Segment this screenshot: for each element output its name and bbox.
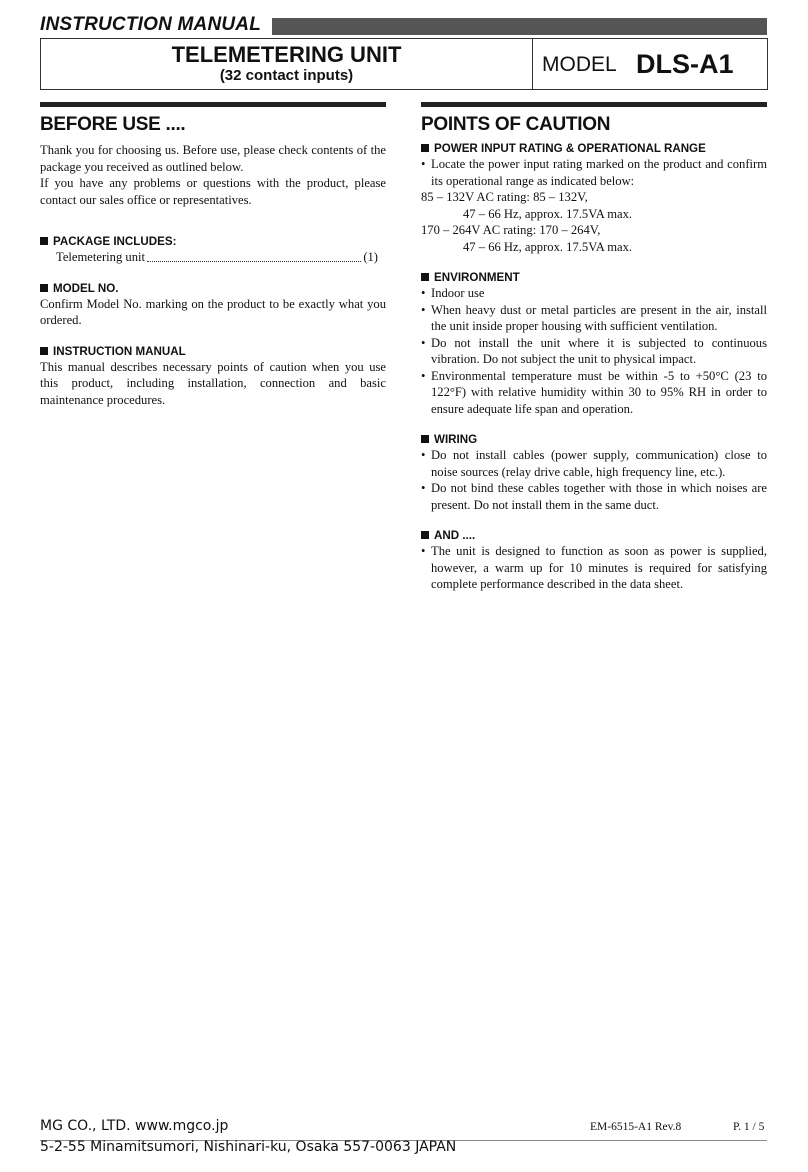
title-box <box>40 38 768 90</box>
section-title-caution: POINTS OF CAUTION <box>421 114 611 135</box>
instruction-manual-heading: INSTRUCTION MANUAL <box>40 345 386 358</box>
square-bullet-icon <box>421 531 429 539</box>
dot-leader <box>147 249 361 262</box>
header-label: INSTRUCTION MANUAL <box>40 14 262 35</box>
intro-text: Thank you for choosing us. Before use, please check contents of the package you received as outlined below. <box>40 143 386 174</box>
wiring-heading: WIRING <box>421 433 767 446</box>
list-item: • Indoor use <box>421 286 485 300</box>
section-rule <box>40 102 386 107</box>
document-subtitle: (32 contact inputs) <box>219 67 354 84</box>
list-item: • Do not bind these cables together with those in which noises are present. Do not install them in the same duct. <box>421 481 767 512</box>
rating-line: 85 – 132V AC rating: 85 – 132V, <box>421 190 588 204</box>
header-bar <box>272 18 767 35</box>
model-no-heading: MODEL NO. <box>40 282 386 295</box>
model-value: DLS-A1 <box>636 49 734 79</box>
title-divider <box>532 39 533 89</box>
intro-text-2: If you have any problems or questions with the product, please contact our sales office or representatives. <box>40 176 386 207</box>
square-bullet-icon <box>40 237 48 245</box>
footer-doc-number: EM-6515-A1 Rev.8 <box>590 1121 682 1133</box>
right-column <box>421 102 767 593</box>
footer-page-number: P. 1 / 5 <box>733 1121 765 1133</box>
environment-heading: ENVIRONMENT <box>421 271 767 284</box>
rating-line: 170 – 264V AC rating: 170 – 264V, <box>421 223 601 237</box>
rating-line: 47 – 66 Hz, approx. 17.5VA max. <box>463 206 633 221</box>
model-label: MODEL <box>542 53 617 76</box>
rating-line: 47 – 66 Hz, approx. 17.5VA max. <box>463 239 633 254</box>
instruction-manual-text: This manual describes necessary points of caution when you use this product, including installation, connection and basic maintenance procedures. <box>40 359 386 407</box>
list-item: • The unit is designed to function as soon as power is supplied, however, a warm up for 10 minutes is required for satisfying complete performance described in the data sheet. <box>421 544 767 591</box>
document-title: TELEMETERING UNIT <box>171 42 402 67</box>
package-item-qty: (1) <box>363 250 378 264</box>
left-column <box>40 102 386 408</box>
model-no-text: Confirm Model No. marking on the product to be exactly what you ordered. <box>40 296 386 327</box>
square-bullet-icon <box>40 284 48 292</box>
list-item: • Do not install cables (power supply, communication) close to noise sources (relay drive cable, high frequency line, etc.). <box>421 448 767 479</box>
list-item: • Do not install the unit where it is subjected to continuous vibration. Do not subject the unit to physical impact. <box>421 335 767 366</box>
footer-address: 5-2-55 Minamitsumori, Nishinari-ku, Osaka 557-0063 JAPAN <box>40 1139 457 1155</box>
footer-company: MG CO., LTD. www.mgco.jp <box>40 1118 229 1134</box>
square-bullet-icon <box>421 435 429 443</box>
power-heading: POWER INPUT RATING & OPERATIONAL RANGE <box>421 142 767 155</box>
package-heading: PACKAGE INCLUDES: <box>40 235 386 248</box>
and-heading: AND .... <box>421 529 767 542</box>
square-bullet-icon <box>421 144 429 152</box>
power-bullet: • Locate the power input rating marked on the product and confirm its operational range as indicated below: <box>421 157 767 188</box>
package-item <box>40 249 386 266</box>
section-rule <box>421 102 767 107</box>
section-title-before-use: BEFORE USE .... <box>40 114 186 135</box>
package-item-name: Telemetering unit <box>56 250 145 264</box>
square-bullet-icon <box>421 273 429 281</box>
list-item: • When heavy dust or metal particles are present in the air, install the unit inside proper housing with sufficient ventilation. <box>421 302 767 333</box>
square-bullet-icon <box>40 347 48 355</box>
list-item: • Environmental temperature must be within -5 to +50°C (23 to 122°F) with relative humidity within 30 to 95% RH in order to ensure adequate life span and operation. <box>421 368 767 416</box>
